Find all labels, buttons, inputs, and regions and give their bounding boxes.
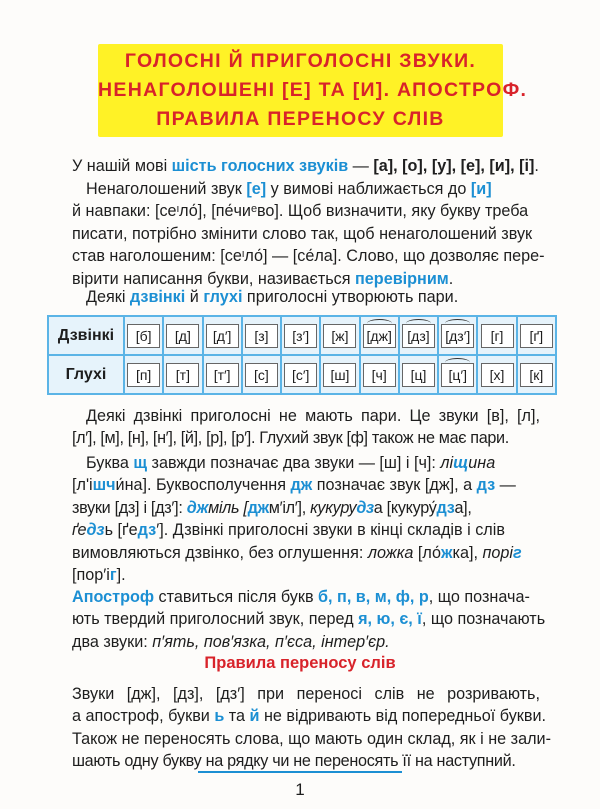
vowel-list: [а], [о], [у], [е], [и], [і] (373, 157, 535, 175)
row-label-voiceless: Глухі (48, 355, 124, 394)
highlight: дз (356, 498, 374, 517)
text: ють твердий приголосний звук, перед (72, 610, 359, 629)
line: став наголошеним: [сеᶦло́] — [се́ла]. Слово, що дозволяє пере- (72, 247, 545, 266)
text: ка], (452, 543, 483, 562)
table-cell (242, 355, 281, 394)
text: — (495, 476, 516, 495)
highlight: щ (453, 454, 469, 472)
text: ина (468, 454, 496, 472)
letter-shcha: щ (133, 454, 148, 472)
table-cell (477, 355, 516, 394)
table-cell (399, 316, 438, 355)
line (72, 497, 540, 519)
text: ложка (367, 543, 414, 562)
text: та (224, 707, 250, 726)
consonant-pairs-table (47, 315, 557, 395)
line (72, 631, 540, 653)
text: й (185, 288, 204, 306)
sound: [з] (245, 324, 278, 348)
sound: [с′] (284, 363, 317, 387)
highlight: дж (186, 498, 209, 517)
table-row-voiced (48, 316, 556, 355)
sound: [б] (127, 324, 160, 348)
text: а], (454, 498, 472, 517)
table-cell (242, 316, 281, 355)
table-cell (124, 355, 163, 394)
term-vowels: шість голосних звуків (171, 157, 349, 175)
table-cell (203, 316, 242, 355)
line (72, 608, 546, 630)
text: кукуру (310, 498, 357, 517)
sound-y: [и] (470, 180, 492, 198)
title-line-3: ПРАВИЛА ПЕРЕНОСУ СЛІВ (156, 108, 445, 130)
sound: [т′] (206, 363, 239, 387)
text: . (448, 269, 454, 288)
line (72, 542, 540, 564)
table-cell (320, 316, 359, 355)
sound: [ґ] (520, 324, 553, 348)
paragraph-apostrophe (72, 586, 546, 653)
line (72, 178, 540, 200)
highlight: дз (86, 521, 105, 540)
text: вірити написання букви, називається (72, 269, 356, 288)
highlight: дж (247, 498, 269, 517)
highlight: г (109, 565, 117, 584)
table-cell (360, 355, 399, 394)
table-cell (399, 355, 438, 394)
text: лі (440, 454, 454, 472)
line: писати, потрібно змінити слово так, щоб ненаголошений звук (72, 224, 533, 243)
text: и́на]. Буквосполучення (115, 476, 291, 495)
table-cell (438, 355, 477, 394)
text: У нашій мові (72, 157, 172, 175)
text: два звуки: (72, 632, 153, 651)
letter-list: я, ю, є, ї (358, 610, 422, 629)
sound: [д] (166, 324, 199, 348)
line (72, 519, 540, 541)
term-voiceless: глухі (203, 288, 243, 306)
table-cell (163, 355, 202, 394)
letter-soft-sign: ь (214, 707, 225, 726)
text: звуки [дз] і [дз′]: (72, 498, 187, 517)
table-cell (438, 316, 477, 355)
text: завжди позначає два звуки — [ш] і [ч]: (147, 454, 441, 472)
table-cell (281, 316, 320, 355)
table-cell (281, 355, 320, 394)
paragraph-unstressed (72, 178, 545, 290)
sound: [дз] (402, 324, 435, 348)
line: шають одну букву на рядку чи не переносять її на наступний. (72, 752, 516, 771)
line: [л′], [м], [н], [н′], [й], [р], [р′]. Глухий звук [ф] також не має пари. (72, 429, 509, 448)
sound: [ц] (402, 363, 435, 387)
sound: [х] (481, 363, 514, 387)
line: Звуки [дж], [дз], [дз′] при переносі слів не розривають, (72, 685, 540, 703)
line: Деякі дзвінкі приголосні не мають пари. Це звуки [в], [л], (86, 407, 540, 425)
sound: [з′] (284, 324, 317, 348)
section-heading-hyphenation: Правила переносу слів (204, 654, 396, 672)
examples: п′ять, пов′язка, п′єса, інтер′єр. (152, 632, 390, 651)
sound: [ц′] (441, 363, 474, 387)
term-apostrophe: Апостроф (72, 588, 155, 606)
highlight: шч (92, 476, 116, 495)
text: приголосні утворюють пари. (242, 288, 459, 306)
text: ′]. Дзвінкі приголосні звуки в кінці складів і слів (156, 521, 505, 540)
text: а [кукуру́ (373, 498, 437, 517)
page-number: 1 (295, 780, 305, 799)
footer-divider (198, 771, 402, 773)
highlight: дз (436, 498, 455, 517)
text: не відривають від попередньої букви. (259, 707, 547, 726)
text: ґе (72, 521, 87, 540)
table-cell (124, 316, 163, 355)
sound: [ш] (323, 363, 356, 387)
letter-y: й (249, 707, 260, 726)
paragraph-shcha (72, 452, 540, 586)
sound: [с] (245, 363, 278, 387)
text: — (348, 157, 374, 175)
table-cell (163, 316, 202, 355)
highlight: ж (441, 543, 453, 562)
text: [лʹі (72, 476, 93, 495)
text: позначає звук [дж], а (312, 476, 477, 495)
sound: [ч] (363, 363, 396, 387)
term-checking-word: перевірним (355, 269, 449, 288)
text: порі (482, 543, 513, 562)
text: Буква (86, 454, 134, 472)
sound: [г] (481, 324, 514, 348)
term-voiced: дзвінкі (129, 288, 186, 306)
text: ставиться після букв (154, 588, 319, 606)
sound: [д′] (206, 324, 239, 348)
sound: [ж] (323, 324, 356, 348)
text: вимовляються дзвінко, без оглушення: (72, 543, 368, 562)
text: [пор′і (72, 565, 110, 584)
table-cell (477, 316, 516, 355)
sound: [п] (127, 363, 160, 387)
line: й навпаки: [сеᶦло́], [пе́чиᵉво]. Щоб визначити, яку букву треба (72, 202, 529, 221)
paragraph-vowels (72, 155, 540, 177)
text: , що познача- (428, 588, 530, 606)
paragraph-pairs (72, 286, 540, 308)
title-line-1: ГОЛОСНІ Й ПРИГОЛОСНІ ЗВУКИ. (124, 50, 477, 72)
digraph-dz: дз (476, 476, 496, 495)
paragraph-unpaired (72, 405, 540, 450)
table-cell (517, 316, 556, 355)
text: [ло́ (413, 543, 442, 562)
sound: [т] (166, 363, 199, 387)
highlight: дз (137, 521, 157, 540)
text: у вимові наближається до (266, 180, 471, 198)
text: міль [ (208, 498, 248, 517)
table-cell (320, 355, 359, 394)
line (72, 586, 540, 608)
table-row-voiceless (48, 355, 556, 394)
line (72, 452, 540, 474)
text: м′іл′], (268, 498, 311, 517)
text: ]. (116, 565, 126, 584)
line: Також не переносять слова, що мають один склад, як і не зали- (72, 729, 551, 748)
paragraph-hyphenation (72, 683, 551, 773)
sound: [к] (520, 363, 553, 387)
text: . (534, 157, 539, 175)
line (72, 564, 540, 586)
sound: [дж] (363, 324, 396, 348)
text: Ненаголошений звук (86, 180, 247, 198)
highlight: г (512, 543, 522, 562)
line (72, 474, 540, 496)
text: Деякі (86, 288, 130, 306)
row-label-voiced: Дзвінкі (48, 316, 124, 355)
table-cell (517, 355, 556, 394)
table-cell (360, 316, 399, 355)
letter-list: б, п, в, м, ф, р (318, 588, 429, 606)
sound: [дз′] (441, 324, 474, 348)
title-banner (98, 44, 528, 137)
text: а апостроф, букви (72, 707, 215, 726)
digraph-dzh: дж (290, 476, 313, 495)
line (72, 705, 547, 727)
sound-e: [е] (246, 180, 267, 198)
text: ь [ґе (104, 521, 138, 540)
title-line-2: НЕНАГОЛОШЕНІ [Е] ТА [И]. АПОСТРОФ. (98, 79, 528, 101)
text: , що позначають (421, 610, 546, 629)
table-cell (203, 355, 242, 394)
